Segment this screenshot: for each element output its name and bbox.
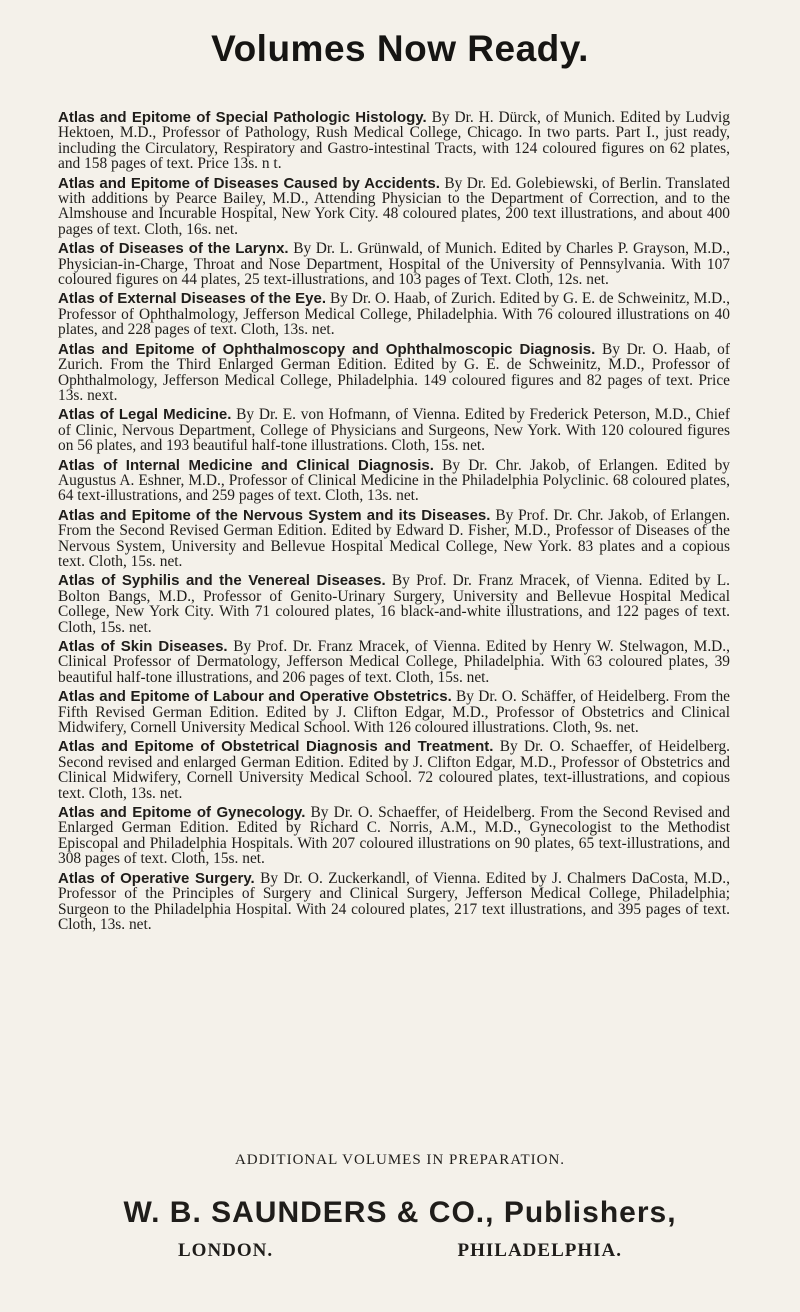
city-london: LONDON.	[178, 1240, 274, 1261]
volume-title: Atlas and Epitome of Ophthalmoscopy and Ophthalmoscopic Diagnosis.	[58, 340, 596, 358]
city-philadelphia: PHILADELPHIA.	[457, 1240, 622, 1261]
volume-entry	[58, 871, 730, 933]
volume-description: By Prof. Dr. Franz Mracek, of Vienna. Edited by Henry W. Stelwagon, M.D., Clinical Professor of Dermatology, Jefferson Medical College, Philadelphia. With 63 coloured plates, 39 beautiful half-tone illustrations, and 206 pages of text. Cloth, 15s. net.	[58, 638, 730, 686]
volume-description: By Prof. Dr. Chr. Jakob, of Erlangen. From the Second Revised German Edition. Edited by Edward D. Fisher, M.D., Professor of Diseases of the Nervous System, University and Bellevue Hospital Medical College, New York. 83 plates and a copious text. Cloth, 15s. net.	[58, 506, 730, 570]
volume-title: Atlas of Syphilis and the Venereal Diseases.	[58, 572, 386, 590]
volume-entry	[58, 110, 730, 172]
volume-title: Atlas and Epitome of Special Pathologic Histology.	[58, 109, 427, 126]
volume-description: By Dr. O. Zuckerkandl, of Vienna. Edited by J. Chalmers DaCosta, M.D., Professor of the Principles of Surgery and Clinical Surgery, Jefferson Medical College, Philadelphia; Surgeon to the Philadelphia Hospital. With 24 coloured plates, 217 text illustrations, and 395 pages of text. Cloth, 13s. net.	[58, 869, 730, 933]
additional-volumes-note: ADDITIONAL VOLUMES IN PREPARATION.	[234, 1152, 566, 1168]
volume-entry	[58, 508, 730, 570]
volume-description: By Dr. O. Schaeffer, of Heidelberg. From the Second Revised and Enlarged German Edition. Edited by Richard C. Norris, A.M., M.D., Gynecologist to the Methodist Episcopal and Philadelphia Hospitals. With 207 coloured illustrations on 90 plates, 65 text-illustrations, and 308 pages of text. Cloth, 15s. net.	[58, 804, 730, 868]
volume-description: By Dr. O. Haab, of Zurich. Edited by G. E. de Schweinitz, M.D., Professor of Ophthalmology, Jefferson Medical College, Philadelphia. With 76 coloured illustrations on 40 plates, and 228 pages of text. Cloth, 13s. net.	[58, 290, 730, 339]
volume-entry	[58, 573, 730, 635]
volume-entry	[58, 407, 730, 453]
volume-title: Atlas of Diseases of the Larynx.	[58, 240, 289, 258]
volume-title: Atlas and Epitome of Obstetrical Diagnosis and Treatment.	[58, 738, 494, 756]
volume-entry	[58, 739, 730, 801]
volume-entry	[58, 241, 730, 287]
volume-description: By Dr. H. Dürck, of Munich. Edited by Ludvig Hektoen, M.D., Professor of Pathology, Rush Medical College, Chicago. In two parts. Part I., just ready, including the Circulatory, Respiratory and Gastro-intestinal Tracts, with 124 coloured figures on 62 plates, and 158 pages of text. Price 13s. n t.	[58, 109, 730, 173]
volume-description: By Dr. O. Schäffer, of Heidelberg. From the Fifth Revised German Edition. Edited by J. Clifton Edgar, M.D., Professor of Obstetrics and Clinical Midwifery, Cornell University Medical School. With 126 coloured illustrations. Cloth, 9s. net.	[58, 688, 730, 737]
volume-entry	[58, 342, 730, 404]
volume-description: By Dr. Chr. Jakob, of Erlangen. Edited by Augustus A. Eshner, M.D., Professor of Clinical Medicine in the Philadelphia Polyclinic. 68 coloured plates, 64 text-illustrations, and 259 pages of text. Cloth, 13s. net.	[58, 456, 730, 505]
volume-description: By Dr. O. Haab, of Zurich. From the Third Enlarged German Edition. Edited by G. E. de Schweinitz, M.D., Professor of Ophthalmology, Jefferson Medical College, Philadelphia. 149 coloured figures and 82 pages of text. Price 13s. next.	[58, 340, 730, 404]
publisher-name: W. B. SAUNDERS & CO., Publishers,	[123, 1196, 677, 1229]
volume-entry	[58, 805, 730, 867]
volume-title: Atlas and Epitome of Labour and Operative Obstetrics.	[58, 688, 452, 706]
volume-entry	[58, 291, 730, 337]
volume-description: By Dr. Ed. Golebiewski, of Berlin. Translated with additions by Pearce Bailey, M.D., Attending Physician to the Department of Correction, and to the Almshouse and Incurable Hospital, New York City. 48 coloured plates, 200 text illustrations, and about 400 pages of text. Cloth, 16s. net.	[58, 174, 730, 238]
volume-list	[58, 110, 730, 936]
publisher-cities	[178, 1240, 622, 1262]
volume-description: By Dr. L. Grünwald, of Munich. Edited by Charles P. Grayson, M.D., Physician-in-Charge, Throat and Nose Department, Hospital of the University of Pennsylvania. With 107 coloured figures on 44 plates, 25 text-illustrations, and 103 pages of Text. Cloth, 12s. net.	[58, 240, 730, 289]
volume-description: By Dr. E. von Hofmann, of Vienna. Edited by Frederick Peterson, M.D., Chief of Clinic, Nervous Department, College of Physicians and Surgeons, New York. With 120 coloured figures on 56 plates, and 193 beautiful half-tone illustrations. Cloth, 15s. net.	[58, 406, 730, 455]
volume-title: Atlas of Operative Surgery.	[58, 869, 255, 887]
volume-title: Atlas of Internal Medicine and Clinical Diagnosis.	[58, 456, 434, 474]
volume-title: Atlas of Skin Diseases.	[58, 638, 228, 655]
volume-entry	[58, 639, 730, 685]
page-title: Volumes Now Ready.	[211, 28, 589, 69]
volume-title: Atlas and Epitome of the Nervous System and its Diseases.	[58, 506, 491, 524]
volume-entry	[58, 176, 730, 238]
volume-entry	[58, 458, 730, 504]
volume-title: Atlas of External Diseases of the Eye.	[58, 290, 327, 308]
volume-description: By Prof. Dr. Franz Mracek, of Vienna. Edited by L. Bolton Bangs, M.D., Professor of Genito-Urinary Surgery, University and Bellevue Hospital Medical College, New York City. With 71 coloured plates, 16 black-and-white illustrations, and 122 pages of text. Cloth, 15s. net.	[58, 572, 730, 636]
volume-title: Atlas of Legal Medicine.	[58, 406, 232, 424]
volume-entry	[58, 689, 730, 735]
volume-title: Atlas and Epitome of Gynecology.	[58, 804, 306, 822]
volume-description: By Dr. O. Schaeffer, of Heidelberg. Second revised and enlarged German Edition. Edited by J. Clifton Edgar, M.D., Professor of Obstetrics and Clinical Midwifery, Cornell University Medical School. 72 coloured plates, text-illustrations, and copious text. Cloth, 13s. net.	[58, 738, 731, 802]
volume-title: Atlas and Epitome of Diseases Caused by Accidents.	[58, 174, 440, 192]
